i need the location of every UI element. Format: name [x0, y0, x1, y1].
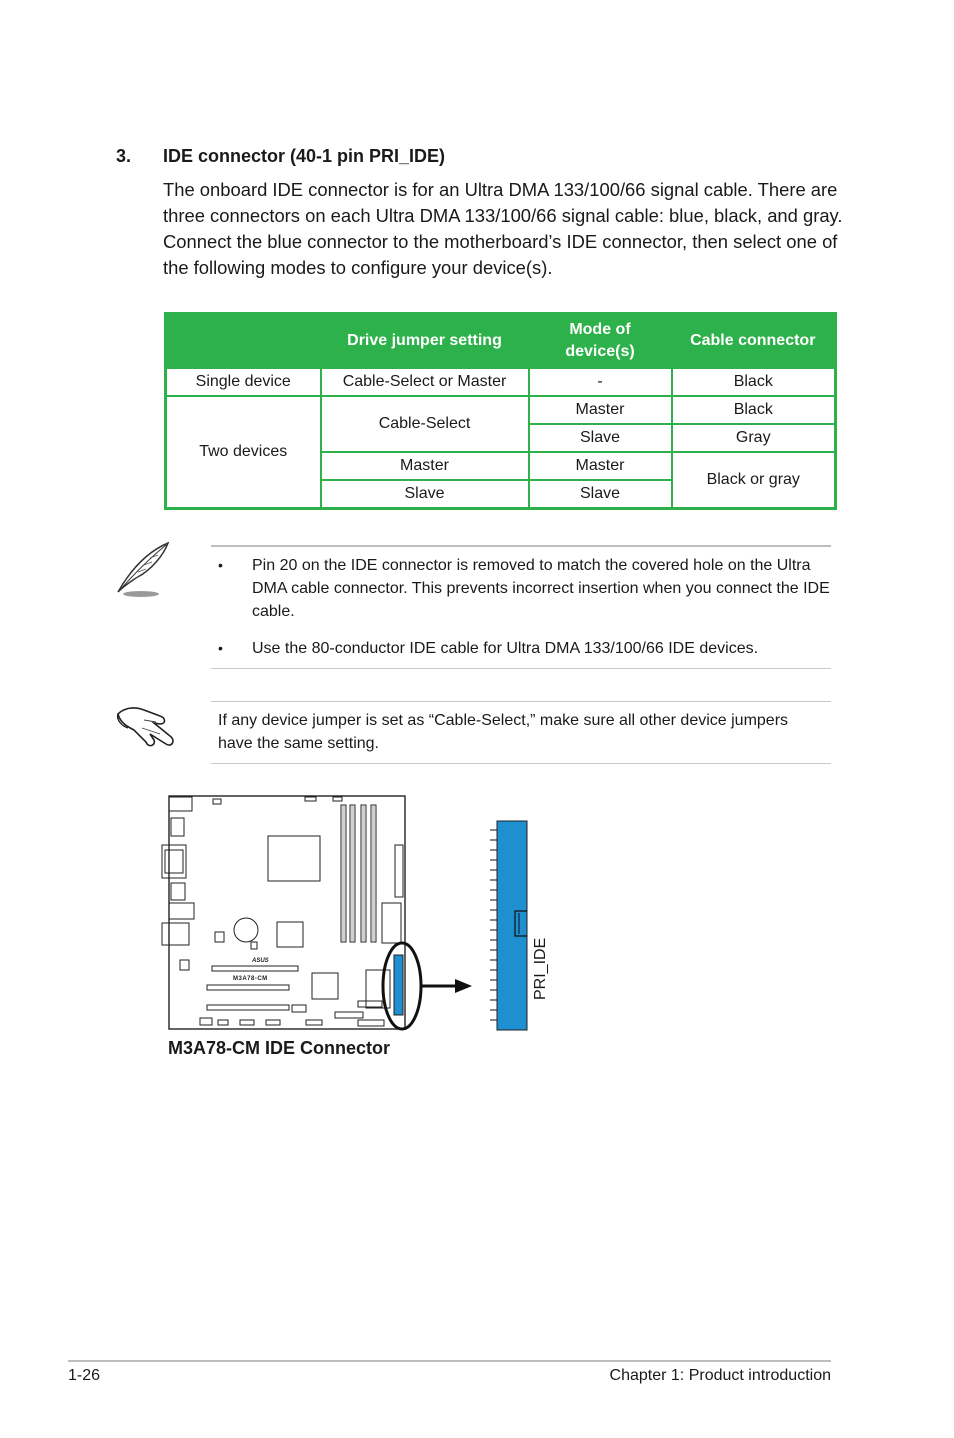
motherboard-diagram [160, 790, 480, 1040]
table-header-jumper: Drive jumper setting [321, 314, 529, 369]
note-bullet-1: • [218, 557, 223, 573]
pri-ide-connector [488, 818, 532, 1032]
table-cell: - [529, 368, 672, 396]
note-item-2: Use the 80-conductor IDE cable for Ultra DMA 133/100/66 IDE devices. [252, 640, 759, 657]
table-header-blank [166, 314, 321, 369]
note-item-1: Pin 20 on the IDE connector is removed to match the covered hole on the Ultra DMA cable connector. This prevents incorrect insertion when you connect the IDE cable. [252, 557, 830, 620]
section-intro: The onboard IDE connector is for an Ultra DMA 133/100/66 signal cable. There are three connectors on each Ultra DMA 133/100/66 signal cable: blue, black, and gray. Connect the blue connector to the motherboard’s IDE connector, then select one of the following modes to configure your device(s). [163, 179, 843, 278]
table-cell: Master [529, 452, 672, 480]
table-cell: Slave [529, 424, 672, 452]
table-cell: Master [529, 396, 672, 424]
table-cell: Black or gray [672, 452, 836, 509]
section-number: 3. [116, 146, 132, 166]
caution-top-rule [211, 701, 831, 702]
caution-bottom-rule [211, 763, 831, 764]
page-number: 1-26 [68, 1367, 101, 1384]
table-cell: Master [321, 452, 529, 480]
table-cell: Black [672, 368, 836, 396]
footer-rule [68, 1360, 831, 1362]
brand-logo: ASUS [252, 958, 269, 964]
caution-text: If any device jumper is set as “Cable-Select,” make sure all other device jumpers have the same setting. [218, 712, 789, 752]
table-header-row [166, 314, 836, 369]
table-cell: Slave [529, 480, 672, 509]
ide-modes-table [164, 312, 837, 510]
table-cell: Black [672, 396, 836, 424]
table-cell: Single device [166, 368, 321, 396]
table-cell: Two devices [166, 396, 321, 509]
section-title: IDE connector (40-1 pin PRI_IDE) [163, 146, 446, 166]
note-top-rule [211, 545, 831, 547]
table-cell: Slave [321, 480, 529, 509]
table-cell: Cable-Select [321, 396, 529, 452]
table-cell: Gray [672, 424, 836, 452]
note-bullet-2: • [218, 640, 223, 656]
pen-icon [112, 540, 176, 605]
pri-ide-label: PRI_IDE [532, 937, 549, 1000]
table-header-connector: Cable connector [672, 314, 836, 369]
board-model-label: M3A78-CM [233, 976, 268, 982]
hand-icon [114, 700, 180, 755]
table-row [166, 368, 836, 396]
table-row [166, 396, 836, 424]
table-cell: Cable-Select or Master [321, 368, 529, 396]
table-header-mode: Mode of device(s) [529, 314, 672, 369]
diagram-caption: M3A78-CM IDE Connector [168, 1038, 391, 1058]
note-bottom-rule [211, 668, 831, 669]
chapter-title: Chapter 1: Product introduction [609, 1367, 831, 1384]
